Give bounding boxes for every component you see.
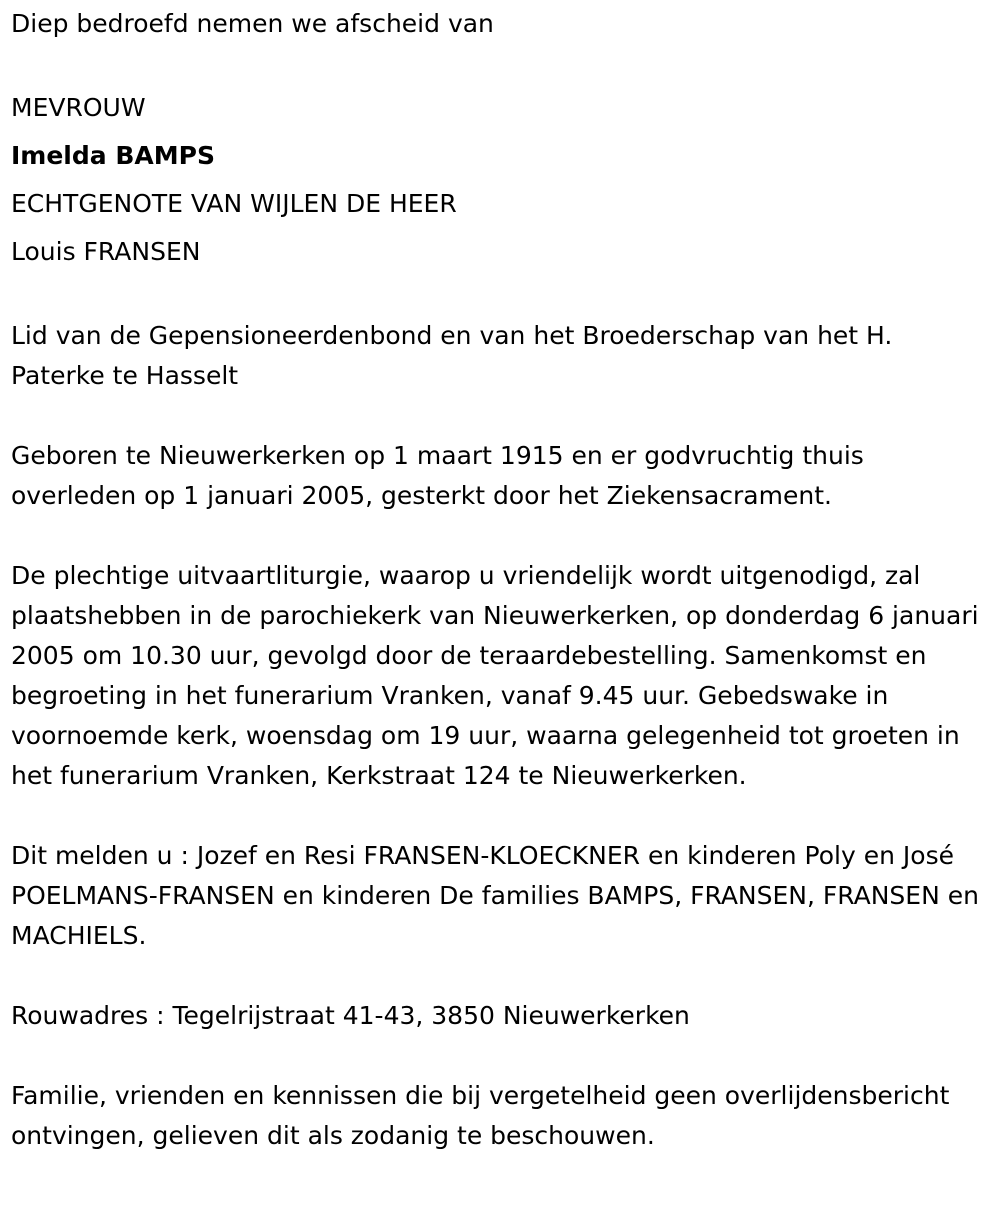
funeral-paragraph: De plechtige uitvaartliturgie, waarop u vriendelijk wordt uitgenodigd, zal plaatshebben in de parochiekerk van Nieuwerkerken, op donderdag 6 januari 2005 om 10.30 uur, gevolgd door de teraardebestelling. Samenkomst en begroeting in het funerarium Vranken, vanaf 9.45 uur. Gebedswake in voornoemde kerk, woensdag om 19 uur, waarna gelegenheid tot groeten in het funerarium Vranken, Kerkstraat 124 te Nieuwerkerken. bbox=[11, 561, 979, 790]
membership-paragraph: Lid van de Gepensioneerdenbond en van het Broederschap van het H. Paterke te Hasselt bbox=[11, 321, 893, 390]
birth-death-paragraph: Geboren te Nieuwerkerken op 1 maart 1915 en er godvruchtig thuis overleden op 1 januari 2005, gesterkt door het Ziekensacrament. bbox=[11, 441, 864, 510]
title-prefix: MEVROUW bbox=[11, 93, 146, 122]
closing-paragraph: Familie, vrienden en kennissen die bij vergetelheid geen overlijdensbericht ontvingen, gelieven dit als zodanig te beschouwen. bbox=[11, 1081, 950, 1150]
spouse-name: Louis FRANSEN bbox=[11, 237, 201, 266]
relation-line: ECHTGENOTE VAN WIJLEN DE HEER bbox=[11, 189, 457, 218]
address-paragraph: Rouwadres : Tegelrijstraat 41-43, 3850 Nieuwerkerken bbox=[11, 1001, 690, 1030]
deceased-header bbox=[11, 84, 989, 276]
intro-line: Diep bedroefd nemen we afscheid van bbox=[11, 9, 494, 38]
deceased-name: Imelda BAMPS bbox=[11, 141, 215, 170]
obituary-notice bbox=[11, 4, 989, 1156]
announced-by-paragraph: Dit melden u : Jozef en Resi FRANSEN-KLOECKNER en kinderen Poly en José POELMANS-FRANSEN en kinderen De families BAMPS, FRANSEN, FRANSEN en MACHIELS. bbox=[11, 841, 979, 950]
